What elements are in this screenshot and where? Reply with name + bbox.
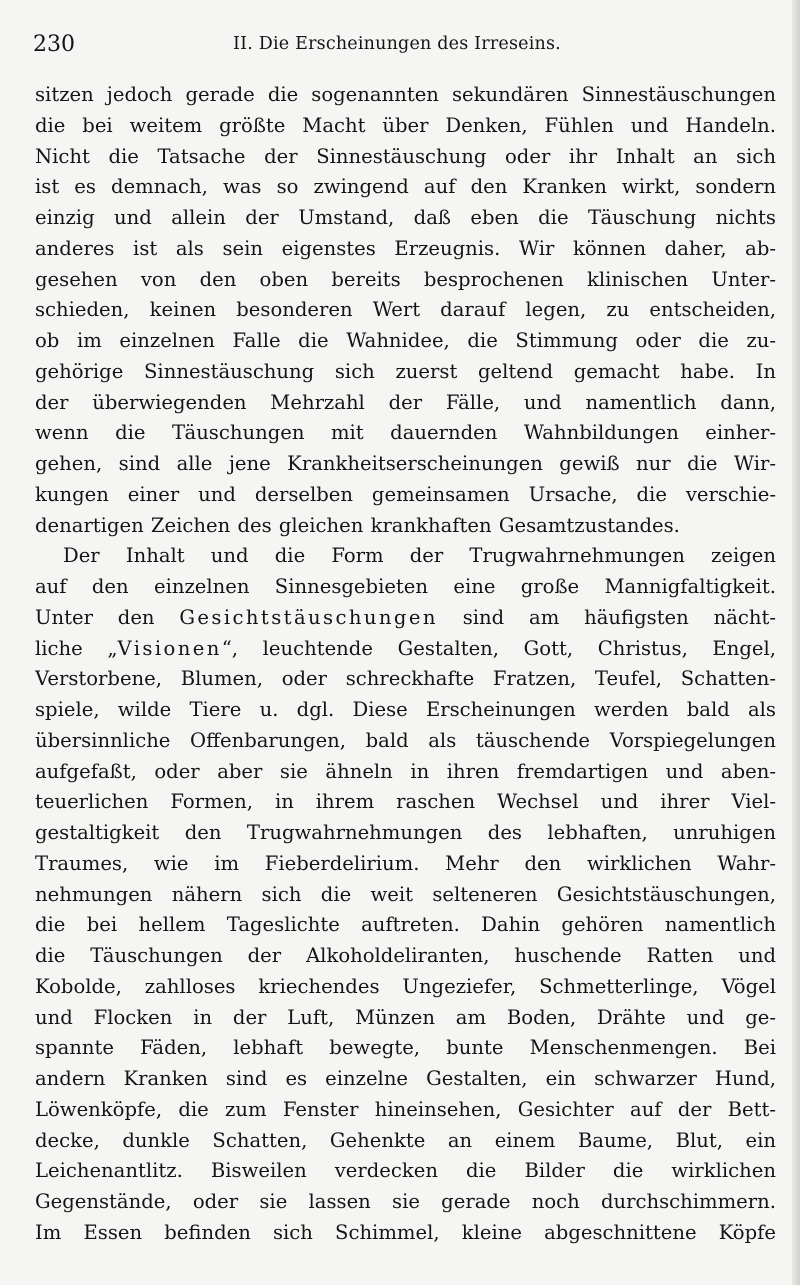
text-line bbox=[35, 142, 776, 173]
text-run: gestaltigkeit den Trugwahrnehmungen des lebhaften, unruhigen bbox=[35, 821, 776, 844]
text-run: gehörige Sinnestäuschung sich zuerst geltend gemacht habe. In bbox=[35, 359, 776, 383]
text-run: Der Inhalt und die Form der Trugwahrnehmungen zeigen bbox=[63, 544, 776, 568]
text-run: schieden, keinen besonderen Wert darauf legen, zu entscheiden, bbox=[35, 298, 776, 322]
text-run: Löwenköpfe, die zum Fenster hineinsehen, Gesichter auf der Bett- bbox=[35, 1097, 776, 1121]
text-run: teuerlichen Formen, in ihrem raschen Wechsel und ihrer Viel- bbox=[35, 790, 776, 814]
text-run: Nicht die Tatsache der Sinnestäuschung oder ihr Inhalt an sich bbox=[35, 144, 776, 168]
text-run: nehmungen nähern sich die weit selteneren Gesichtstäuschungen, bbox=[35, 882, 776, 906]
text-line bbox=[35, 603, 776, 634]
text-line bbox=[35, 818, 776, 849]
text-line bbox=[35, 972, 776, 1003]
text-run: Traumes, wie im Fieberdelirium. Mehr den wirklichen Wahr- bbox=[35, 851, 776, 875]
text-run: ob im einzelnen Falle die Wahnidee, die Stimmung oder die zu- bbox=[35, 329, 776, 352]
text-run: übersinnliche Offenbarungen, bald als täuschende Vorspiegelungen bbox=[35, 728, 776, 752]
text-run: aufgefaßt, oder aber sie ähneln in ihren fremdartigen und aben- bbox=[35, 759, 776, 783]
text-run: liche „ bbox=[35, 636, 118, 660]
text-run: wenn die Täuschungen mit dauernden Wahnbildungen einher- bbox=[35, 421, 776, 445]
text-line bbox=[35, 1156, 776, 1187]
text-line bbox=[35, 295, 776, 326]
page-header bbox=[33, 30, 773, 60]
text-line bbox=[35, 511, 776, 542]
text-line bbox=[35, 1064, 776, 1095]
text-line bbox=[35, 787, 776, 818]
text-run: die bei weitem größte Macht über Denken, Fühlen und Handeln. bbox=[35, 113, 776, 137]
text-line bbox=[35, 1033, 776, 1064]
text-run: kungen einer und derselben gemeinsamen Ursache, die verschie- bbox=[35, 482, 776, 506]
text-run: und Flocken in der Luft, Münzen am Boden, Drähte und ge- bbox=[35, 1005, 776, 1029]
text-run: Im Essen befinden sich Schimmel, kleine abgeschnittene Köpfe bbox=[35, 1220, 776, 1244]
text-run: “, leuchtende Gestalten, Gott, Christus, Engel, bbox=[221, 636, 776, 660]
text-line bbox=[35, 203, 776, 234]
text-run: anderes ist als sein eigenstes Erzeugnis. Wir können daher, ab- bbox=[35, 236, 776, 260]
text-run: spannte Fäden, lebhaft bewegte, bunte Menschenmengen. Bei bbox=[35, 1036, 776, 1060]
text-line bbox=[35, 1218, 776, 1249]
text-run: denartigen Zeichen des gleichen krankhaften Gesamtzustandes. bbox=[35, 513, 680, 537]
text-run: gehen, sind alle jene Krankheitserscheinungen gewiß nur die Wir- bbox=[35, 452, 776, 475]
text-line bbox=[35, 418, 776, 449]
text-line bbox=[35, 726, 776, 757]
text-run: Verstorbene, Blumen, oder schreckhafte Fratzen, Teufel, Schatten- bbox=[35, 667, 776, 691]
text-run: der überwiegenden Mehrzahl der Fälle, und namentlich dann, bbox=[35, 390, 776, 414]
text-line bbox=[35, 480, 776, 511]
text-line bbox=[35, 880, 776, 911]
text-line bbox=[35, 111, 776, 142]
text-line bbox=[35, 757, 776, 788]
text-line bbox=[35, 634, 776, 665]
text-run: Kobolde, zahlloses kriechendes Ungeziefer, Schmetterlinge, Vögel bbox=[35, 974, 776, 998]
text-line bbox=[35, 664, 776, 695]
text-run: andern Kranken sind es einzelne Gestalten, ein schwarzer Hund, bbox=[35, 1067, 776, 1090]
text-run: gesehen von den oben bereits besprochenen klinischen Unter- bbox=[35, 267, 776, 291]
text-run: die Täuschungen der Alkoholdeliranten, huschende Ratten und bbox=[35, 944, 776, 967]
text-line bbox=[35, 388, 776, 419]
text-line bbox=[35, 849, 776, 880]
page-edge bbox=[792, 0, 800, 1285]
text-run: spiele, wilde Tiere u. dgl. Diese Erscheinungen werden bald als bbox=[35, 698, 776, 721]
text-line bbox=[35, 1187, 776, 1218]
text-run: Leichenantlitz. Bisweilen verdecken die Bilder die wirklichen bbox=[35, 1159, 776, 1183]
running-head: II. Die Erscheinungen des Irreseins. bbox=[233, 34, 561, 54]
page-number: 230 bbox=[33, 32, 75, 57]
text-line bbox=[35, 449, 776, 480]
text-run: einzig und allein der Umstand, daß eben die Täuschung nichts bbox=[35, 206, 776, 229]
text-line bbox=[35, 1003, 776, 1034]
text-line bbox=[35, 172, 776, 203]
text-run: sitzen jedoch gerade die sogenannten sekundären Sinnestäuschungen bbox=[35, 83, 776, 106]
text-line bbox=[35, 80, 776, 111]
text-line bbox=[35, 1095, 776, 1126]
text-run: sind am häufigsten nächt- bbox=[437, 605, 776, 629]
text-line bbox=[35, 326, 776, 357]
text-run: Unter den bbox=[35, 605, 180, 629]
text-run: die bei hellem Tageslichte auftreten. Dahin gehören namentlich bbox=[35, 913, 776, 937]
text-line bbox=[35, 941, 776, 972]
body-text bbox=[35, 80, 776, 1249]
text-run: decke, dunkle Schatten, Gehenkte an einem Baume, Blut, ein bbox=[35, 1128, 776, 1152]
text-run: auf den einzelnen Sinnesgebieten eine große Mannigfaltigkeit. bbox=[35, 575, 776, 598]
text-line bbox=[35, 1126, 776, 1157]
text-line bbox=[35, 265, 776, 296]
spaced-emphasis: Gesichtstäuschungen bbox=[179, 605, 438, 629]
spaced-emphasis: Visionen bbox=[117, 636, 222, 660]
text-line bbox=[35, 234, 776, 265]
text-line bbox=[35, 910, 776, 941]
text-line bbox=[35, 541, 776, 572]
text-run: Gegenstände, oder sie lassen sie gerade noch durchschimmern. bbox=[35, 1190, 776, 1213]
text-run: ist es demnach, was so zwingend auf den Kranken wirkt, sondern bbox=[35, 175, 776, 199]
text-line bbox=[35, 357, 776, 388]
text-line bbox=[35, 572, 776, 603]
text-line bbox=[35, 695, 776, 726]
